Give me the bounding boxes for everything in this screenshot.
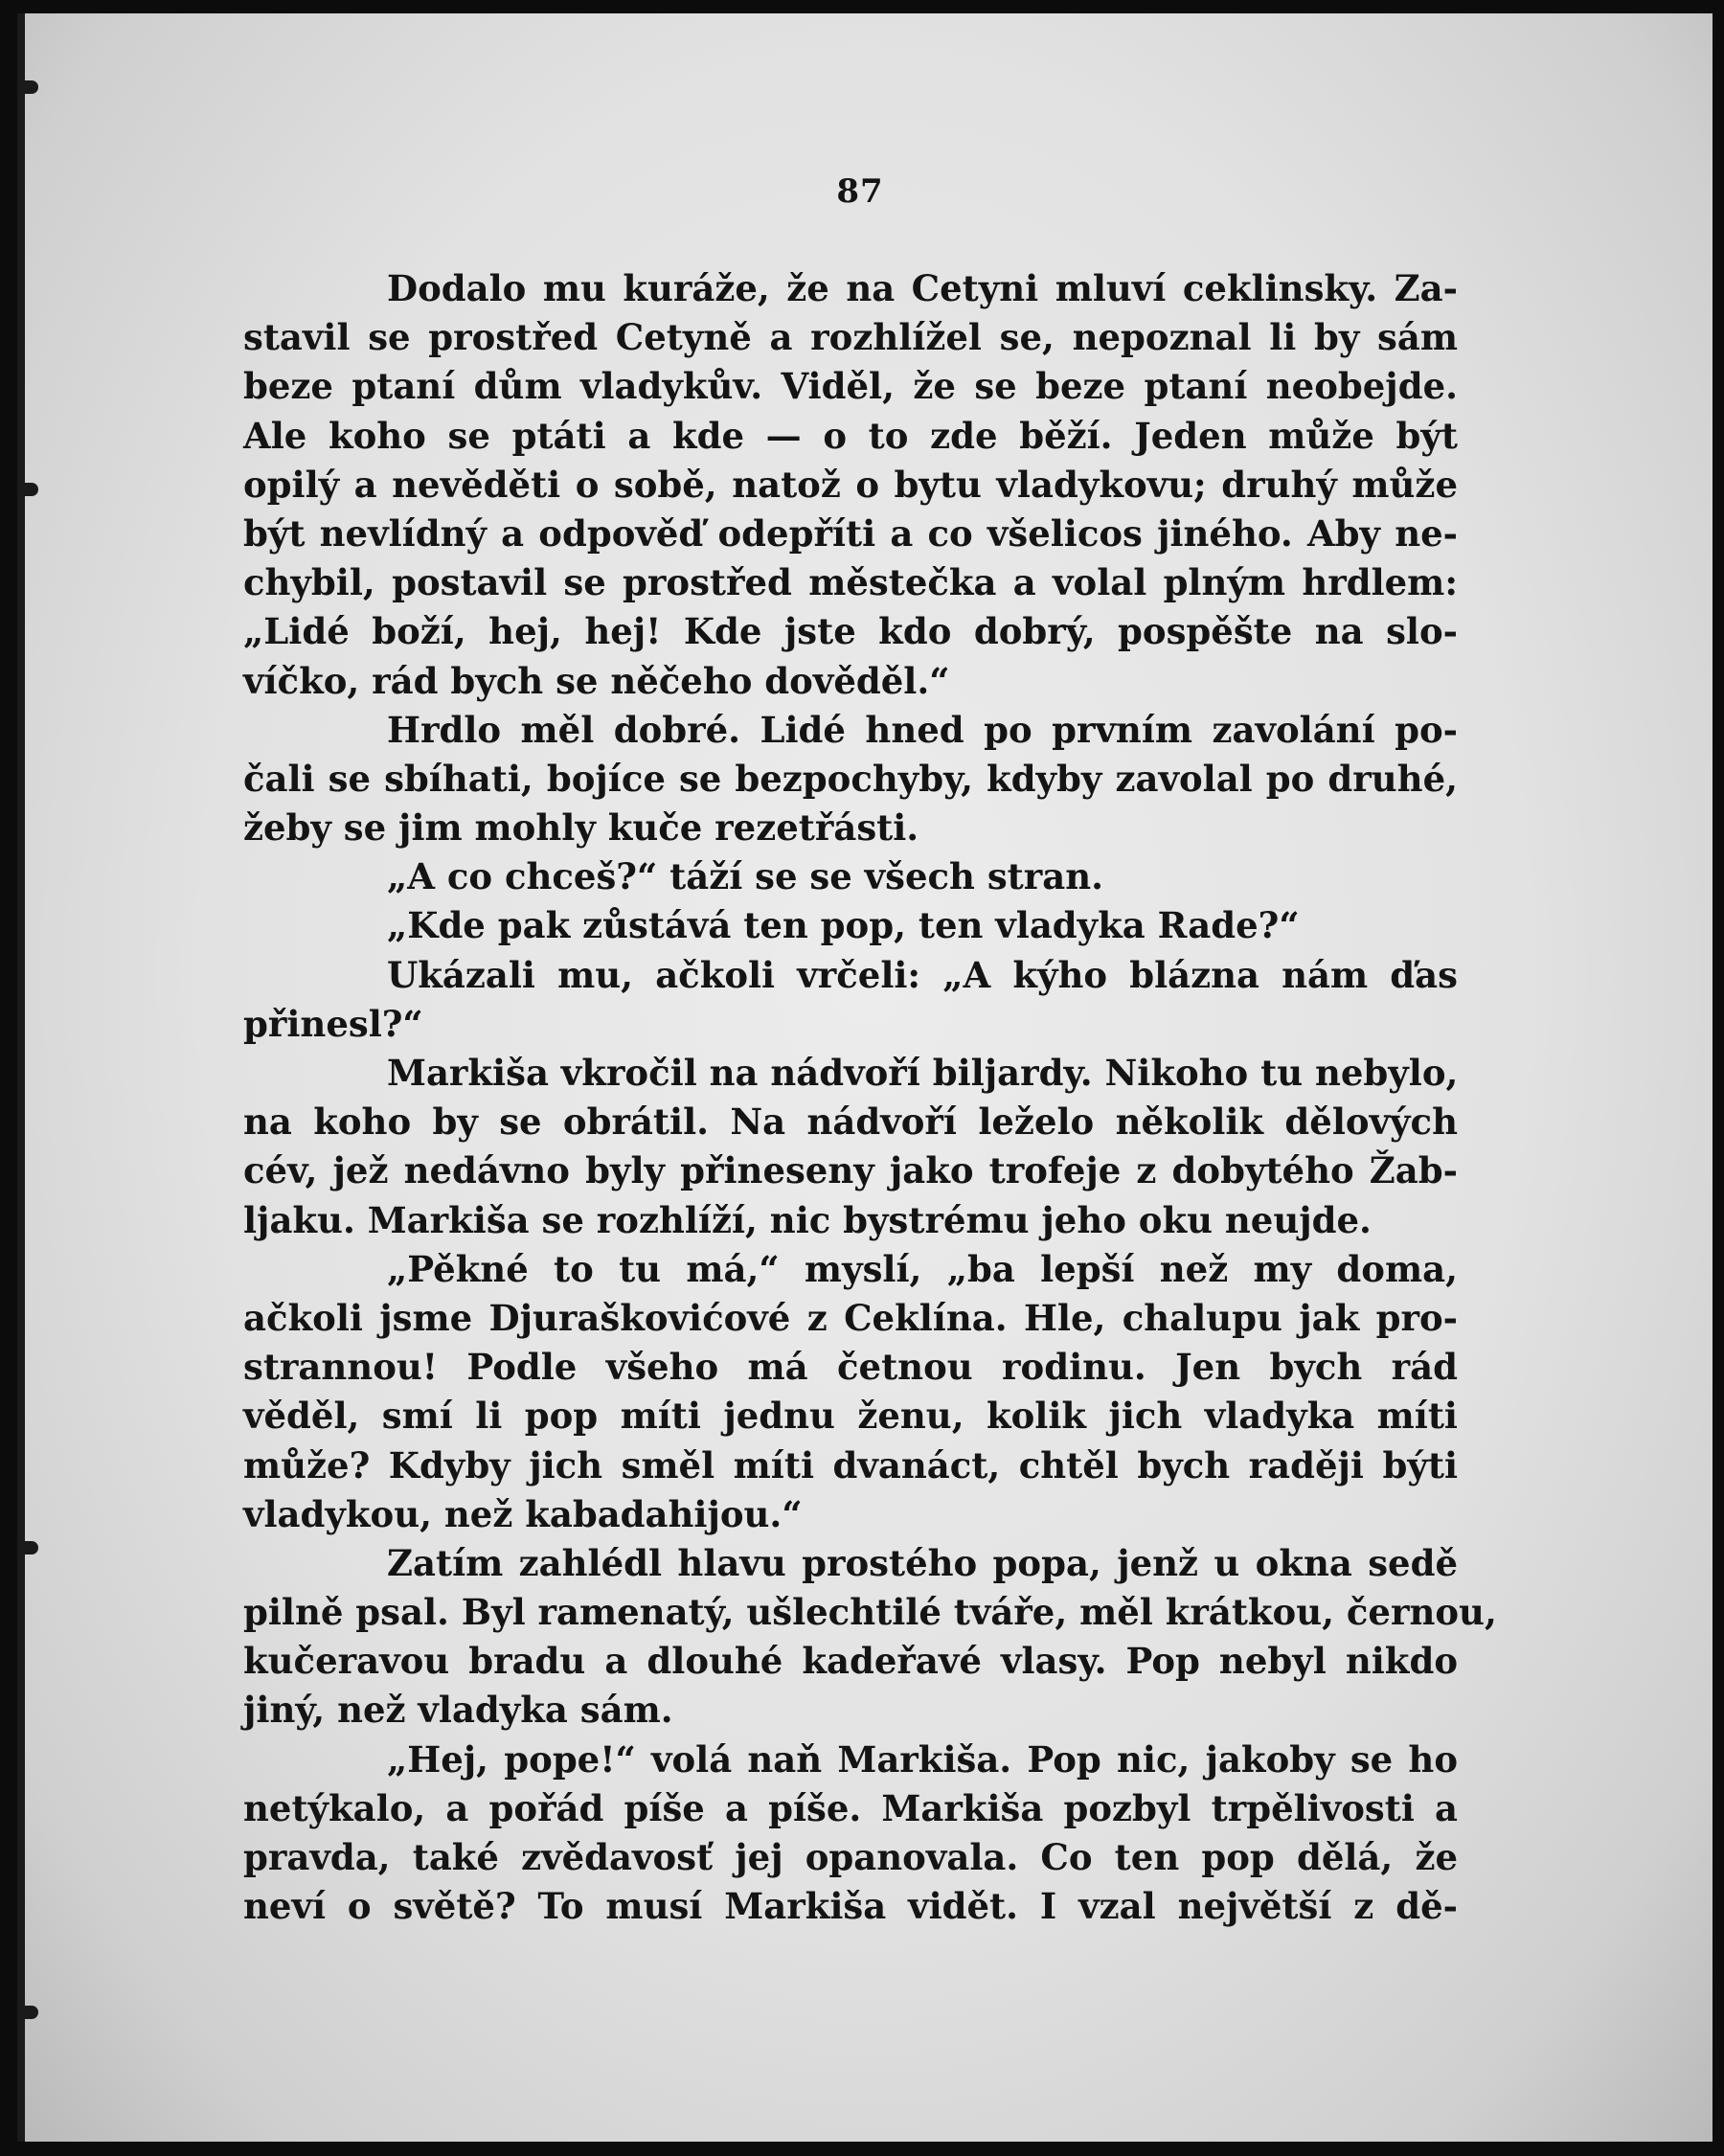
- text-line: chybil, postavil se prostřed městečka a volal plným hrdlem:: [243, 561, 1458, 604]
- text-line: čali se sbíhati, bojíce se bezpochyby, kdyby zavolal po druhé,: [243, 757, 1458, 800]
- text-line: Markiša vkročil na nádvoří biljardy. Nikoho tu nebylo,: [387, 1052, 1459, 1094]
- text-line: Ale koho se ptáti a kde — o to zde běží. Jeden může být: [243, 414, 1458, 457]
- text-line: kučeravou bradu a dlouhé kadeřavé vlasy. Pop nebyl nikdo: [243, 1640, 1458, 1683]
- text-line: beze ptaní dům vladykův. Viděl, že se beze ptaní neobejde.: [243, 365, 1458, 408]
- text-line: jiný, než vladyka sám.: [243, 1689, 673, 1732]
- text-line: cév, jež nedávno byly přineseny jako trofeje z dobytého Žab-: [243, 1149, 1458, 1192]
- binding-mark: [17, 2006, 38, 2019]
- text-line: strannou! Podle všeho má četnou rodinu. Jen bych rád: [243, 1346, 1458, 1389]
- binding-mark: [17, 1541, 38, 1555]
- text-line: ljaku. Markiša se rozhlíží, nic bystrému jeho oku neujde.: [243, 1198, 1372, 1241]
- text-line: „A co chceš?“ táží se se všech stran.: [387, 855, 1104, 898]
- text-line: opilý a nevěděti o sobě, natož o bytu vladykovu; druhý může: [243, 463, 1458, 506]
- body-text: [243, 264, 1497, 1931]
- text-line: být nevlídný a odpověď odepříti a co všelicos jiného. Aby ne-: [243, 511, 1458, 555]
- text-line: pilně psal. Byl ramenatý, ušlechtilé tváře, měl krátkou, černou,: [243, 1591, 1497, 1634]
- text-line: „Hej, pope!“ volá naň Markiša. Pop nic, jakoby se ho: [387, 1737, 1458, 1781]
- binding-mark: [17, 80, 38, 94]
- text-line: Zatím zahlédl hlavu prostého popa, jenž u okna sedě: [387, 1541, 1458, 1584]
- binding-mark: [17, 483, 38, 496]
- page-number: 87: [836, 172, 884, 211]
- text-line: na koho by se obrátil. Na nádvoří leželo několik dělových: [243, 1101, 1458, 1144]
- text-line: může? Kdyby jich směl míti dvanáct, chtěl bych raději býti: [243, 1443, 1458, 1487]
- text-line: pravda, také zvědavosť jej opanovala. Co ten pop dělá, že: [243, 1836, 1458, 1878]
- text-line: věděl, smí li pop míti jednu ženu, kolik jich vladyka míti: [243, 1395, 1458, 1438]
- book-page: [17, 13, 1713, 2142]
- text-line: Dodalo mu kuráže, že na Cetyni mluví ceklinsky. Za-: [387, 267, 1458, 309]
- text-line: Hrdlo měl dobré. Lidé hned po prvním zavolání po-: [387, 708, 1458, 751]
- text-line: „Pěkné to tu má,“ myslí, „ba lepší než my doma,: [387, 1247, 1458, 1290]
- text-line: stavil se prostřed Cetyně a rozhlížel se, nepoznal li by sám: [243, 316, 1458, 359]
- text-line: „Lidé boží, hej, hej! Kde jste kdo dobrý, pospěšte na slo-: [243, 610, 1458, 653]
- text-line: neví o světě? To musí Markiša vidět. I vzal největší z dě-: [243, 1885, 1458, 1928]
- text-line: přinesl?“: [243, 1002, 423, 1045]
- text-line: Ukázali mu, ačkoli vrčeli: „A kýho blázna nám ďas: [387, 953, 1458, 996]
- text-line: ačkoli jsme Djuraškovićové z Ceklína. Hle, chalupu jak pro-: [243, 1296, 1458, 1339]
- text-line: netýkalo, a pořád píše a píše. Markiša pozbyl trpělivosti a: [243, 1786, 1458, 1829]
- text-line: víčko, rád bych se něčeho dověděl.“: [243, 659, 950, 702]
- text-line: „Kde pak zůstává ten pop, ten vladyka Rade?“: [387, 904, 1300, 947]
- text-line: žeby se jim mohly kuče rezetřásti.: [243, 806, 919, 850]
- binding-edge: [17, 13, 25, 2142]
- text-line: vladykou, než kabadahijou.“: [243, 1492, 803, 1535]
